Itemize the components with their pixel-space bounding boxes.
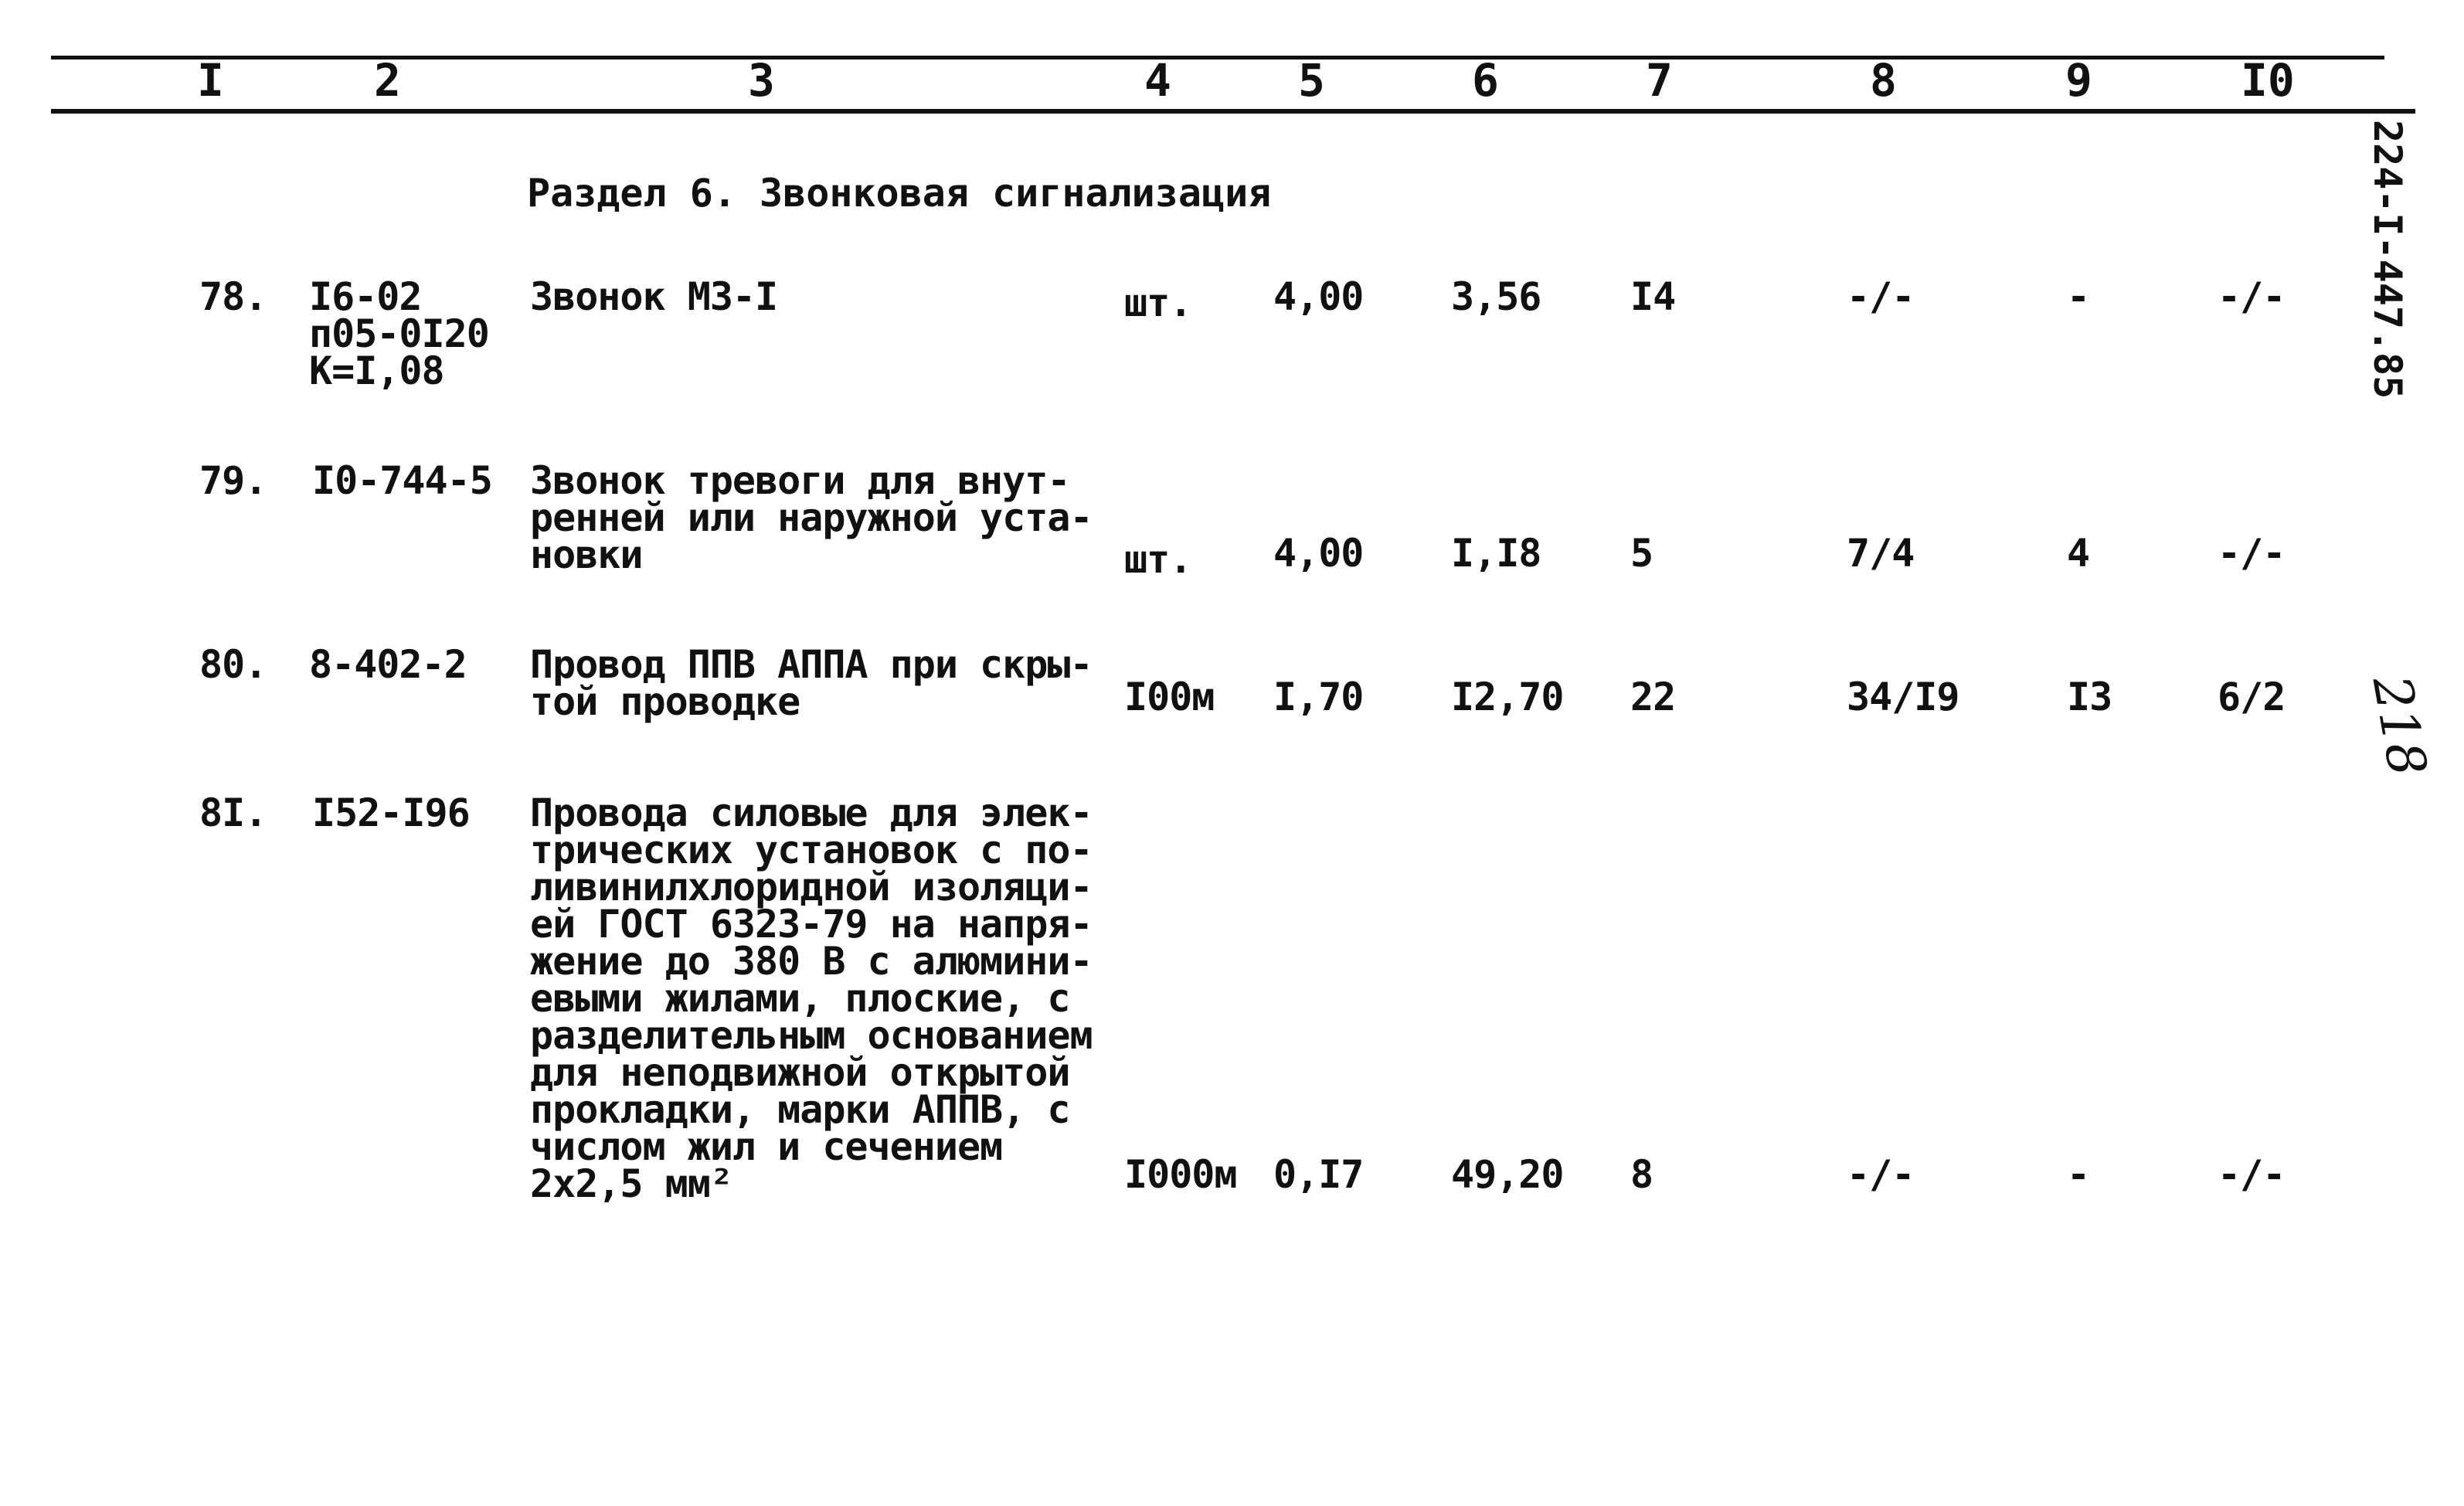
row-80-col10: 6/2 [2218, 675, 2286, 719]
row-78-code-line-1: I6-02 [309, 274, 422, 319]
row-78-code-line-2: п05-0I20 [309, 311, 489, 356]
section-title: Раздел 6. Звонковая сигнализация [527, 171, 1272, 216]
row-81-description-line-5: жение до 380 В с алюмини- [530, 939, 1093, 984]
row-81-col5: 0,I7 [1273, 1152, 1364, 1197]
header-col-5: 5 [1298, 54, 1325, 107]
row-78-description: Звонок МЗ-I [530, 274, 778, 319]
row-81-description-line-3: ливинилхлоридной изоляци- [530, 865, 1093, 909]
row-79-col5: 4,00 [1273, 531, 1364, 576]
header-col-8: 8 [1870, 54, 1897, 107]
row-78-col8: -/- [1847, 274, 1915, 319]
row-79-unit: шт. [1124, 537, 1192, 582]
row-80-col9: I3 [2067, 675, 2112, 719]
row-80-description-line-1: Провод ППВ АППА при скры- [530, 642, 1093, 687]
row-81-col8: -/- [1847, 1152, 1915, 1197]
row-78-col7: I4 [1630, 274, 1676, 319]
header-col-2: 2 [374, 54, 401, 107]
page-number-mark: 218 [2360, 671, 2439, 781]
row-81-description-line-9: прокладки, марки АППВ, с [530, 1087, 1070, 1132]
row-79-col6: I,I8 [1451, 531, 1541, 576]
row-79-description-line-3: новки [530, 532, 643, 577]
header-col-6: 6 [1472, 54, 1499, 107]
row-79-description-line-2: ренней или наружной уста- [530, 495, 1093, 540]
row-81-description-line-1: Провода силовые для элек- [530, 790, 1093, 835]
row-79-code-line-1: I0-744-5 [312, 458, 492, 503]
row-81-description-line-7: разделительным основанием [530, 1013, 1093, 1058]
row-80-description-line-2: той проводке [530, 679, 800, 724]
row-78-unit: шт. [1124, 280, 1192, 325]
row-80-col6: I2,70 [1451, 675, 1564, 719]
row-79-col8: 7/4 [1847, 531, 1915, 576]
row-80-col5: I,70 [1273, 675, 1364, 719]
header-col-3: 3 [748, 54, 775, 107]
row-81-description-line-10: числом жил и сечением [530, 1124, 1003, 1169]
header-col-7: 7 [1646, 54, 1673, 107]
row-81-col7: 8 [1630, 1152, 1653, 1197]
row-79-number: 79. [199, 458, 267, 503]
row-78-col6: 3,56 [1451, 274, 1541, 319]
row-81-description-line-2: трических установок с по- [530, 828, 1093, 872]
header-underline [51, 109, 2415, 114]
header-col-10: I0 [2241, 54, 2295, 107]
row-78-number: 78. [199, 274, 267, 319]
row-81-description-line-4: ей ГОСТ 6323-79 на напря- [530, 902, 1093, 947]
row-78-col10: -/- [2218, 274, 2286, 319]
header-col-1: I [197, 54, 224, 107]
row-81-col6: 49,20 [1451, 1152, 1564, 1197]
document-code: 224-I-447.85 [2365, 120, 2410, 399]
row-80-number: 80. [199, 642, 267, 687]
row-81-unit: I000м [1124, 1152, 1237, 1197]
row-78-code-line-3: К=I,08 [309, 348, 444, 393]
row-81-description-line-11: 2х2,5 мм² [530, 1161, 732, 1206]
row-80-unit: I00м [1124, 675, 1215, 719]
header-col-4: 4 [1144, 54, 1171, 107]
row-81-code-line-1: I52-I96 [312, 790, 470, 835]
row-81-col9: - [2067, 1152, 2090, 1197]
header-col-9: 9 [2065, 54, 2092, 107]
row-80-code-line-1: 8-402-2 [309, 642, 467, 687]
row-79-col10: -/- [2218, 531, 2286, 576]
row-80-col8: 34/I9 [1847, 675, 1959, 719]
row-81-number: 8I. [199, 790, 267, 835]
row-79-col7: 5 [1630, 531, 1653, 576]
row-79-col9: 4 [2067, 531, 2090, 576]
row-81-description-line-6: евыми жилами, плоские, с [530, 976, 1070, 1021]
row-81-col10: -/- [2218, 1152, 2286, 1197]
row-78-col9: - [2067, 274, 2090, 319]
row-79-description-line-1: Звонок тревоги для внут- [530, 458, 1070, 503]
top-rule [51, 56, 2384, 59]
row-78-col5: 4,00 [1273, 274, 1364, 319]
row-81-description-line-8: для неподвижной открытой [530, 1050, 1070, 1095]
row-80-col7: 22 [1630, 675, 1676, 719]
